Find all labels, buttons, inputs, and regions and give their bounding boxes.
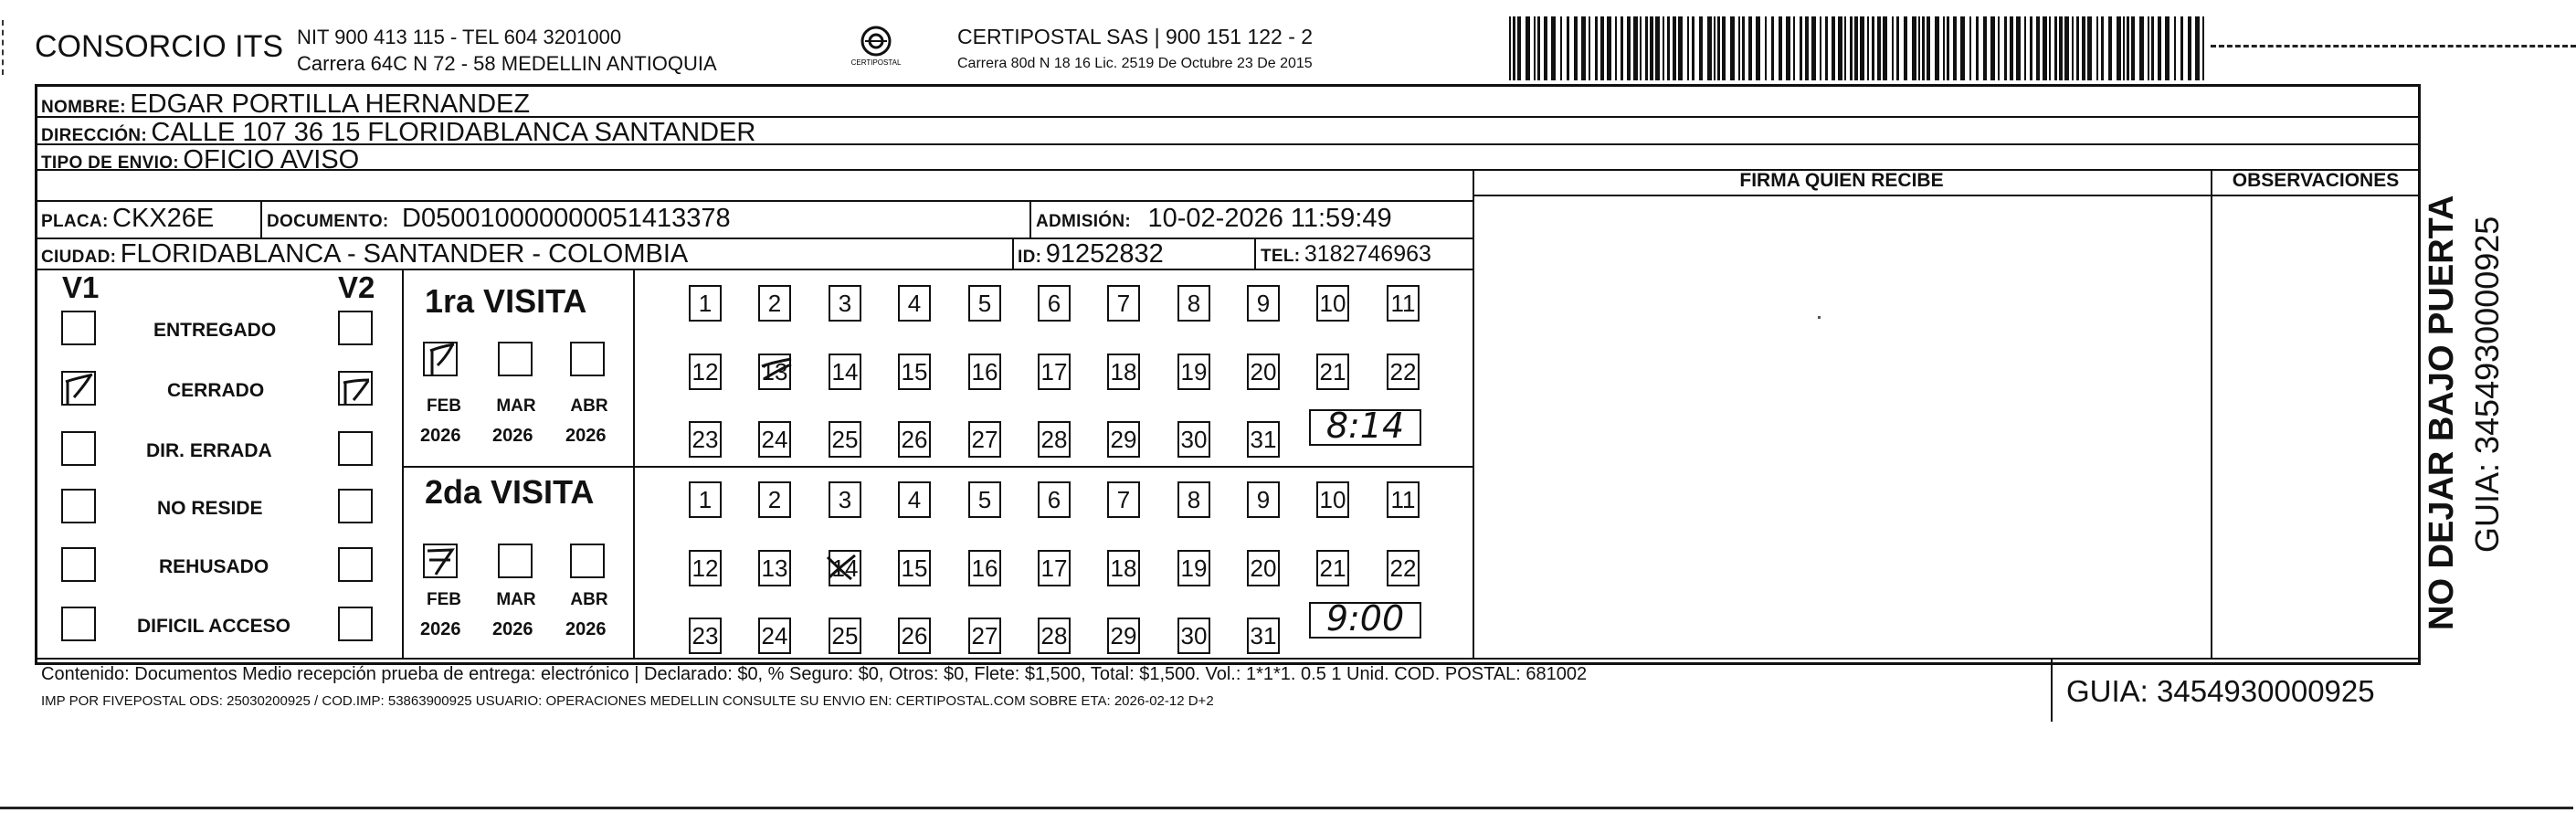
company-contact [297, 24, 717, 77]
first-visit-day-18[interactable]: 18 [1107, 354, 1140, 390]
barcode-bar [1621, 16, 1623, 80]
barcode-bar [2010, 16, 2013, 80]
barcode-bar [1678, 16, 1683, 80]
tipo-envio-row [41, 145, 359, 175]
second-visit-day-21[interactable]: 21 [1316, 550, 1349, 586]
nombre-label: NOMBRE: [41, 98, 126, 117]
barcode-bar [1825, 16, 1828, 80]
second-visit-day-4[interactable]: 4 [898, 481, 931, 518]
barcode-bar [1738, 16, 1740, 80]
first-visit-day-6[interactable]: 6 [1038, 285, 1071, 322]
barcode-bar [1883, 16, 1887, 80]
barcode-bar [2059, 16, 2063, 80]
certipostal-line1: CERTIPOSTAL SAS | 900 151 122 - 2 [957, 25, 1314, 48]
documento-field [267, 204, 731, 234]
barcode-bar [1574, 16, 1578, 80]
barcode-bar [1820, 16, 1821, 80]
barcode-bar [1581, 16, 1586, 80]
second-visit-day-15[interactable]: 15 [898, 550, 931, 586]
second-visit-day-9[interactable]: 9 [1247, 481, 1280, 518]
v2-label: V2 [338, 270, 375, 304]
barcode-bar [1854, 16, 1858, 80]
barcode-bar [2004, 16, 2007, 80]
barcode-bar [1765, 16, 1767, 80]
first-visit-day-31[interactable]: 31 [1247, 421, 1280, 458]
first-visit-month-abr-box[interactable] [570, 342, 605, 376]
first-visit-day-30[interactable]: 30 [1177, 421, 1210, 458]
status-label-dificil-acceso: DIFICIL ACCESO [137, 616, 291, 637]
company-name: CONSORCIO ITS [35, 29, 284, 64]
barcode-bar [1707, 16, 1712, 80]
second-visit-day-7[interactable]: 7 [1107, 481, 1140, 518]
first-visit-year-abr: 2026 [565, 426, 607, 446]
barcode-bar [1969, 16, 1971, 80]
first-visit-title: 1ra VISITA [425, 282, 587, 320]
v1-dificil-acceso-checkbox[interactable] [61, 607, 96, 641]
second-visit-month-feb: FEB [427, 590, 461, 609]
barcode-bar [1687, 16, 1689, 80]
second-visit-day-22[interactable]: 22 [1387, 550, 1420, 586]
barcode-bar [1640, 16, 1642, 80]
v1-label: V1 [62, 270, 100, 304]
barcode-bar [1717, 16, 1720, 80]
observaciones-header: OBSERVACIONES [2232, 170, 2400, 191]
barcode-bar [1509, 16, 1511, 80]
barcode-bar [2087, 16, 2092, 80]
address-line: Carrera 64C N 72 - 58 MEDELLIN ANTIOQUIA [297, 52, 717, 75]
v2-dificil-acceso-checkbox[interactable] [338, 607, 373, 641]
barcode-bar [1517, 16, 1521, 80]
barcode-bar [1537, 16, 1540, 80]
tipo-envio-value: OFICIO AVISO [183, 145, 360, 174]
tipo-envio-label: TIPO DE ENVIO: [41, 153, 179, 173]
first-visit-year-feb: 2026 [420, 426, 461, 446]
barcode-bar [1976, 16, 1979, 80]
v2-no-reside-checkbox[interactable] [338, 489, 373, 523]
first-visit-month-feb: FEB [427, 396, 461, 416]
first-visit-time-box[interactable] [1309, 406, 1421, 446]
barcode-bar [1779, 16, 1782, 80]
barcode-bar [1655, 16, 1660, 80]
second-visit-day-17[interactable]: 17 [1038, 550, 1071, 586]
barcode-bar [1645, 16, 1648, 80]
barcode-bar [1714, 16, 1716, 80]
status-label-cerrado: CERRADO [167, 380, 265, 401]
first-visit-day-29[interactable]: 29 [1107, 421, 1140, 458]
barcode-bar [1867, 16, 1869, 80]
admision-value: 10-02-2026 11:59:49 [1147, 204, 1392, 233]
barcode-bar [2016, 16, 2021, 80]
second-visit-year-abr: 2026 [565, 619, 607, 639]
certipostal-line2: Carrera 80d N 18 16 Lic. 2519 De Octubre 23 De 2015 [957, 56, 1313, 71]
second-visit-day-18[interactable]: 18 [1107, 550, 1140, 586]
first-visit-day-8[interactable]: 8 [1177, 285, 1210, 322]
barcode-bar [1615, 16, 1617, 80]
barcode-bar [1904, 16, 1907, 80]
first-visit-day-28[interactable]: 28 [1038, 421, 1071, 458]
barcode-bar [1771, 16, 1774, 80]
first-visit-day-1[interactable]: 1 [689, 285, 722, 322]
barcode-bar [1935, 16, 1939, 80]
first-visit-day-27[interactable]: 27 [968, 421, 1001, 458]
v2-rehusado-checkbox[interactable] [338, 547, 373, 582]
barcode-bar [2054, 16, 2057, 80]
barcode [1509, 16, 2211, 80]
barcode-bar [1805, 16, 1809, 80]
nit-line: NIT 900 413 115 - TEL 604 3201000 [297, 26, 622, 48]
placa-field [41, 204, 214, 234]
second-visit-day-24[interactable]: 24 [758, 618, 791, 654]
barcode-bar [2139, 16, 2144, 80]
second-visit-day-2[interactable]: 2 [758, 481, 791, 518]
second-visit-day-8[interactable]: 8 [1177, 481, 1210, 518]
first-visit-day-15[interactable]: 15 [898, 354, 931, 390]
barcode-bar [1748, 16, 1752, 80]
barcode-bar [1850, 16, 1853, 80]
second-visit-year-mar: 2026 [492, 619, 533, 639]
barcode-bar [1832, 16, 1835, 80]
first-visit-day-9[interactable]: 9 [1247, 285, 1280, 322]
second-visit-day-12[interactable]: 12 [689, 550, 722, 586]
side-guia: GUIA: 3454930000925 [2468, 216, 2506, 553]
first-visit-day-10[interactable]: 10 [1316, 285, 1349, 322]
barcode-bar [2101, 16, 2104, 80]
second-visit-month-mar: MAR [496, 590, 536, 609]
barcode-bar [1800, 16, 1802, 80]
barcode-bar [1990, 16, 1995, 80]
second-visit-year-feb: 2026 [420, 619, 461, 639]
first-visit-month-mar: MAR [496, 396, 536, 416]
barcode-bar [1722, 16, 1726, 80]
barcode-bar [1589, 16, 1590, 80]
barcode-bar [1953, 16, 1957, 80]
first-visit-day-25[interactable]: 25 [829, 421, 861, 458]
first-visit-day-26[interactable]: 26 [898, 421, 931, 458]
barcode-bar [2108, 16, 2112, 80]
barcode-bar [1534, 16, 1536, 80]
second-visit-day-19[interactable]: 19 [1177, 550, 1210, 586]
direccion-value: CALLE 107 36 15 FLORIDABLANCA SANTANDER [151, 118, 756, 147]
barcode-bar [1742, 16, 1745, 80]
second-visit-month-feb-box[interactable] [423, 544, 458, 578]
status-label-entregado: ENTREGADO [153, 320, 277, 341]
barcode-bar [1560, 16, 1562, 80]
second-visit-day-27[interactable]: 27 [968, 618, 1001, 654]
barcode-bar [2148, 16, 2149, 80]
placa-value: CKX26E [112, 204, 215, 233]
second-visit-day-23[interactable]: 23 [689, 618, 722, 654]
barcode-bar [2188, 16, 2191, 80]
barcode-bar [1513, 16, 1515, 80]
first-visit-day-13-mark [758, 354, 795, 390]
nombre-value: EDGAR PORTILLA HERNANDEZ [130, 90, 531, 119]
first-visit-day-23[interactable]: 23 [689, 421, 722, 458]
barcode-bar [1673, 16, 1676, 80]
barcode-bar [1844, 16, 1846, 80]
barcode-bar [1960, 16, 1965, 80]
first-visit-month-abr: ABR [570, 396, 608, 416]
second-visit-month-mar-box[interactable] [498, 544, 533, 578]
barcode-bar [2158, 16, 2161, 80]
second-visit-day-14-mark [822, 550, 860, 588]
barcode-bar [1699, 16, 1703, 80]
second-visit-day-28[interactable]: 28 [1038, 618, 1071, 654]
first-visit-day-11[interactable]: 11 [1387, 285, 1420, 322]
first-visit-day-20[interactable]: 20 [1247, 354, 1280, 390]
ciudad-label: CIUDAD: [41, 248, 117, 267]
barcode-bar [1860, 16, 1864, 80]
v2-dir-errada-checkbox[interactable] [338, 431, 373, 466]
cut-mark [2, 20, 7, 75]
second-visit-day-13[interactable]: 13 [758, 550, 791, 586]
first-visit-day-19[interactable]: 19 [1177, 354, 1210, 390]
tel-field [1261, 241, 1431, 268]
second-visit-day-1[interactable]: 1 [689, 481, 722, 518]
barcode-bar [1567, 16, 1569, 80]
barcode-bar [1811, 16, 1816, 80]
second-visit-day-30[interactable]: 30 [1177, 618, 1210, 654]
first-visit-day-13[interactable]: 13 [758, 354, 791, 390]
barcode-bar [2180, 16, 2183, 80]
first-visit-day-24[interactable]: 24 [758, 421, 791, 458]
barcode-bar [1692, 16, 1694, 80]
barcode-bar [2024, 16, 2026, 80]
second-visit-day-14[interactable]: 14 [829, 550, 861, 586]
id-label: ID: [1018, 248, 1042, 267]
first-visit-day-5[interactable]: 5 [968, 285, 1001, 322]
id-value: 91252832 [1045, 239, 1164, 269]
first-visit-day-7[interactable]: 7 [1107, 285, 1140, 322]
no-dejar-bajo-puerta: NO DEJAR BAJO PUERTA [2423, 195, 2461, 630]
barcode-bar [2127, 16, 2129, 80]
barcode-bar [1947, 16, 1949, 80]
v1-entregado-checkbox[interactable] [61, 311, 96, 345]
second-visit-day-16[interactable]: 16 [968, 550, 1001, 586]
barcode-bar [2123, 16, 2125, 80]
barcode-bar [2202, 16, 2204, 80]
first-visit-day-17[interactable]: 17 [1038, 354, 1071, 390]
nombre-row [41, 90, 530, 120]
second-visit-time-box[interactable] [1309, 598, 1421, 639]
v1-no-reside-checkbox[interactable] [61, 489, 96, 523]
status-label-no-reside: NO RESIDE [157, 498, 263, 519]
first-visit-time: 8:14 [1325, 406, 1405, 446]
ciudad-field [41, 239, 688, 269]
v1-cerrado-checkbox[interactable] [61, 371, 96, 406]
barcode-bar [1918, 16, 1920, 80]
barcode-bar [1600, 16, 1604, 80]
barcode-bar [1663, 16, 1664, 80]
v1-rehusado-checkbox[interactable] [61, 547, 96, 582]
barcode-bar [2030, 16, 2032, 80]
barcode-bar [1872, 16, 1874, 80]
barcode-bar [1526, 16, 1530, 80]
footer-guia: GUIA: 3454930000925 [2066, 674, 2375, 708]
first-visit-month-mar-box[interactable] [498, 342, 533, 376]
barcode-bar [2036, 16, 2040, 80]
first-visit-day-21[interactable]: 21 [1316, 354, 1349, 390]
firma-header: FIRMA QUIEN RECIBE [1739, 170, 1944, 191]
barcode-bar [1551, 16, 1556, 80]
second-visit-time: 9:00 [1325, 598, 1405, 639]
barcode-bar [2151, 16, 2154, 80]
first-visit-day-22[interactable]: 22 [1387, 354, 1420, 390]
id-field [1018, 239, 1164, 269]
admision-field [1036, 204, 1392, 234]
barcode-bar [1667, 16, 1670, 80]
barcode-bar [1998, 16, 2000, 80]
second-visit-title: 2da VISITA [425, 473, 595, 511]
firma-signature-area [1818, 316, 1821, 319]
second-visit-day-10[interactable]: 10 [1316, 481, 1349, 518]
second-visit-day-6[interactable]: 6 [1038, 481, 1071, 518]
svg-text:CERTIPOSTAL: CERTIPOSTAL [850, 58, 902, 67]
second-visit-day-29[interactable]: 29 [1107, 618, 1140, 654]
barcode-bar [2076, 16, 2079, 80]
second-visit-day-5[interactable]: 5 [968, 481, 1001, 518]
barcode-bar [1730, 16, 1735, 80]
placa-label: PLACA: [41, 212, 109, 231]
barcode-bar [1544, 16, 1547, 80]
barcode-bar [2117, 16, 2121, 80]
barcode-bar [1892, 16, 1894, 80]
barcode-bar [2082, 16, 2085, 80]
second-visit-day-25[interactable]: 25 [829, 618, 861, 654]
second-visit-day-11[interactable]: 11 [1387, 481, 1420, 518]
barcode-bar [1650, 16, 1653, 80]
barcode-bar [2195, 16, 2200, 80]
direccion-row [41, 118, 755, 148]
second-visit-day-26[interactable]: 26 [898, 618, 931, 654]
barcode-bar [1756, 16, 1760, 80]
first-visit-day-16[interactable]: 16 [968, 354, 1001, 390]
barcode-bar [1877, 16, 1881, 80]
v1-dir-errada-checkbox[interactable] [61, 431, 96, 466]
first-visit-day-12[interactable]: 12 [689, 354, 722, 390]
documento-value: D050010000000051413378 [402, 204, 731, 233]
direccion-label: DIRECCIÓN: [41, 126, 147, 145]
barcode-bar [2049, 16, 2051, 80]
barcode-bar [1922, 16, 1925, 80]
first-visit-month-feb-box[interactable] [423, 342, 458, 376]
second-visit-day-3[interactable]: 3 [829, 481, 861, 518]
barcode-bar [1595, 16, 1598, 80]
contenido-line: Contenido: Documentos Medio recepción prueba de entrega: electrónico | Declarado: $0, % Seguro: $0, Otros: $0, Flete: $1,500, Total: $1,500. Vol.: 1*1*1. 0.5 1 Unid. COD. POSTAL: 681002 [41, 664, 1588, 684]
second-visit-day-31[interactable]: 31 [1247, 618, 1280, 654]
status-label-dir-errada: DIR. ERRADA [146, 440, 272, 461]
barcode-bar [1912, 16, 1916, 80]
barcode-bar [2131, 16, 2135, 80]
barcode-bar [2165, 16, 2170, 80]
admision-label: ADMISIÓN: [1036, 212, 1132, 231]
barcode-bar [2072, 16, 2074, 80]
barcode-bar [1943, 16, 1945, 80]
first-visit-day-3[interactable]: 3 [829, 285, 861, 322]
barcode-bar [1786, 16, 1790, 80]
barcode-bar [2064, 16, 2069, 80]
barcode-bar [1983, 16, 1987, 80]
barcode-bar [1793, 16, 1795, 80]
bottom-edge [0, 807, 2573, 809]
ciudad-value: FLORIDABLANCA - SANTANDER - COLOMBIA [120, 239, 689, 269]
barcode-bar [2096, 16, 2098, 80]
v2-entregado-checkbox[interactable] [338, 311, 373, 345]
imp-line: IMP POR FIVEPOSTAL ODS: 25030200925 / COD.IMP: 53863900925 USUARIO: OPERACIONES MEDELLIN CONSULTE SU ENVIO EN: CERTIPOSTAL.COM SOBRE ETA: 2026-02-12 D+2 [41, 693, 1214, 709]
first-visit-day-2[interactable]: 2 [758, 285, 791, 322]
barcode-bar [2043, 16, 2047, 80]
second-visit-month-abr: ABR [570, 590, 608, 609]
documento-label: DOCUMENTO: [267, 212, 389, 231]
first-visit-day-14[interactable]: 14 [829, 354, 861, 390]
first-visit-day-4[interactable]: 4 [898, 285, 931, 322]
second-visit-day-20[interactable]: 20 [1247, 550, 1280, 586]
tel-value: 3182746963 [1304, 241, 1431, 267]
status-label-rehusado: REHUSADO [159, 556, 269, 577]
second-visit-month-abr-box[interactable] [570, 544, 605, 578]
barcode-bar [2174, 16, 2176, 80]
barcode-bar [1633, 16, 1638, 80]
cut-line [2211, 45, 2576, 48]
barcode-bar [1838, 16, 1842, 80]
tel-label: TEL: [1261, 247, 1301, 266]
v2-cerrado-checkbox[interactable] [338, 371, 373, 406]
barcode-bar [1607, 16, 1611, 80]
barcode-bar [1627, 16, 1631, 80]
barcode-bar [1927, 16, 1930, 80]
first-visit-year-mar: 2026 [492, 426, 533, 446]
barcode-bar [1896, 16, 1899, 80]
certipostal-logo [850, 25, 902, 69]
